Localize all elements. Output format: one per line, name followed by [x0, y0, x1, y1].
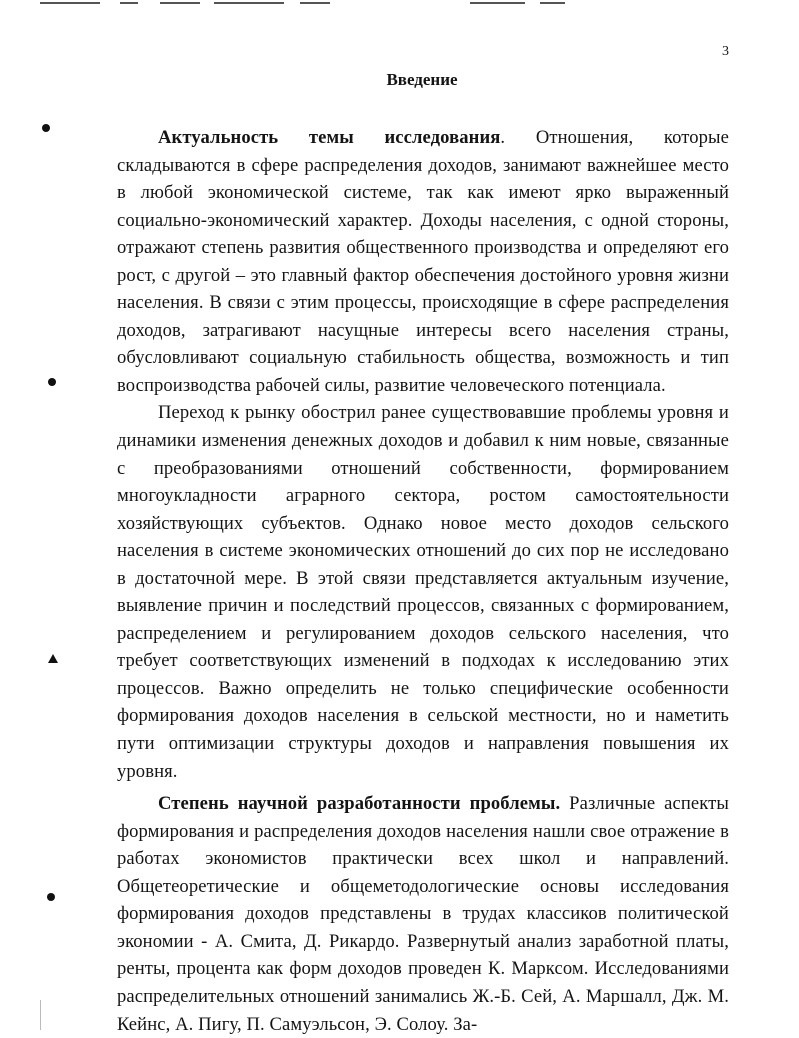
paragraph-text: Переход к рынку обострил ранее существовавшие проблемы уровня и динамики изменения денежных доходов и добавил к ним новые, связанные с преобразованиями отношений собственности, формированием многоукладности аграрного сектора, ростом самостоятельности хозяйствующих субъектов. Однако новое место доходов сельского населения в системе экономических отношений до сих пор не исследовано в достаточной мере. В этой связи представляется актуальным изучение, выявление причин и последствий процессов, связанных с формированием, распределением и регулированием доходов сельского населения, что требует соответствующих изменений в подходах к исследованию этих процессов. Важно определить не только специфические особенности формирования доходов населения в сельской местности, но и наметить пути оптимизации структуры доходов и направления повышения их уровня.	[117, 402, 729, 782]
scan-top-edge	[0, 0, 799, 6]
paragraph-research-degree	[117, 790, 729, 1038]
page-number: 3	[722, 44, 729, 59]
binding-hole-mark	[42, 124, 50, 132]
paragraph-text: Различные аспекты формирования и распределения доходов населения нашли свое отражение в работах экономистов практически всех школ и направлений. Общетеоретические и общеметодологические основы исследования формирования доходов представлены в трудах классиков политической экономии - А. Смита, Д. Рикардо. Развернутый анализ заработной платы, ренты, процента как форм доходов проведен К. Марксом. Исследованиями распределительных отношений занимались Ж.-Б. Сей, А. Маршалл, Дж. М. Кейнс, А. Пигу, П. Самуэльсон, Э. Солоу. За-	[117, 793, 729, 1035]
binding-hole-mark	[48, 378, 56, 386]
paragraph-relevance	[117, 124, 729, 399]
binding-hole-mark	[47, 893, 55, 901]
page-title: Введение	[386, 70, 458, 89]
paragraph-text: . Отношения, которые складываются в сфере распределения доходов, занимают важнейшее место в любой экономической системе, так как имеют ярко выраженный социально-экономический характер. Доходы населения, с одной стороны, отражают степень развития общественного производства и определяют его рост, с другой – это главный фактор обеспечения достойного уровня жизни населения. В связи с этим процессы, происходящие в сфере распределения доходов, затрагивают насущные интересы всего населения страны, обусловливают социальную стабильность общества, возможность и тип воспроизводства рабочей силы, развитие человеческого потенциала.	[117, 127, 729, 396]
paragraph-lead: Степень научной разработанности проблемы.	[158, 793, 561, 815]
document-body	[117, 124, 729, 1038]
scan-edge-line	[40, 1000, 41, 1030]
paragraph-lead: Актуальность темы исследования	[158, 127, 501, 148]
paragraph-market-transition	[117, 399, 729, 785]
binding-hole-mark	[48, 654, 58, 663]
